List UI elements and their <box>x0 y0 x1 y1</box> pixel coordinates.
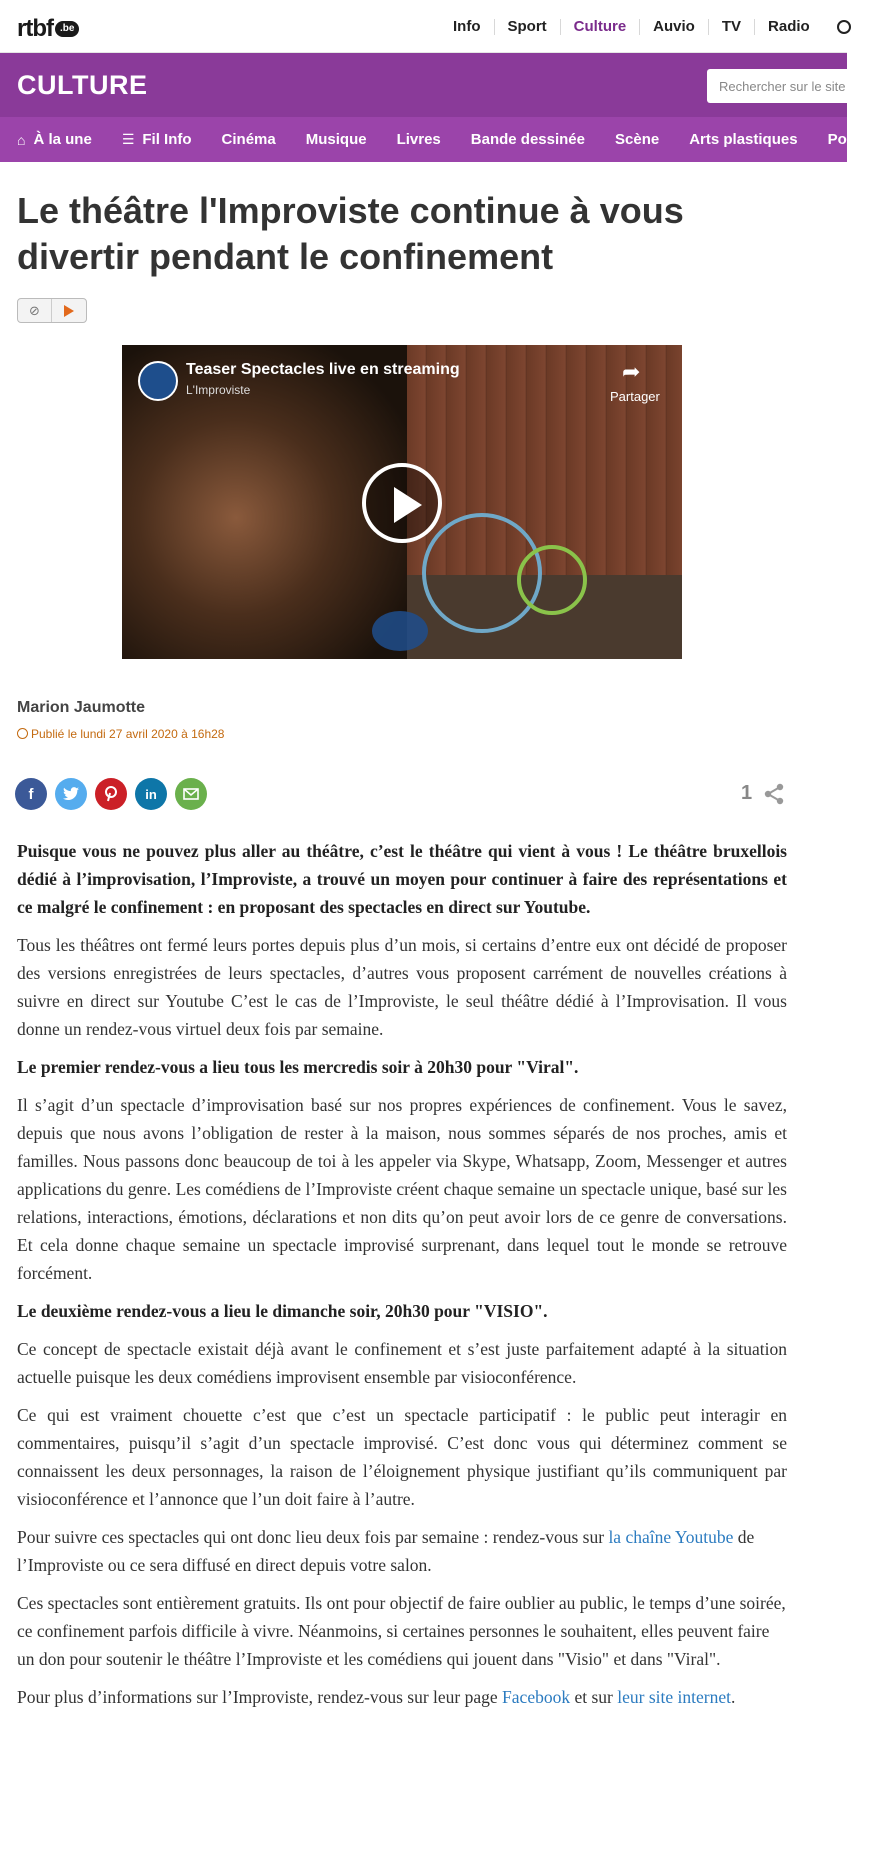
play-icon <box>52 305 86 317</box>
channel-logo[interactable] <box>138 361 178 401</box>
envelope-icon <box>183 788 199 800</box>
sectnav-label: Fil Info <box>142 131 192 148</box>
sectnav-pop-up[interactable]: Pop-up <box>827 131 880 148</box>
logo-text: rtbf <box>17 15 53 42</box>
topnav-radio[interactable]: Radio <box>754 19 823 35</box>
audio-description-toggle[interactable] <box>17 298 87 323</box>
paragraph-text: Pour plus d’informations sur l’Improviste, rendez-vous sur leur page <box>17 1687 503 1707</box>
article-title: Le théâtre l'Improviste continue à vous divertir pendant le confinement <box>17 190 684 277</box>
sectnav-label: À la une <box>33 131 92 148</box>
watermark-logo <box>372 611 428 651</box>
share-arrow-icon[interactable]: ➦ <box>622 359 641 384</box>
topnav-culture[interactable]: Culture <box>560 19 640 35</box>
list-icon: ☰ <box>121 131 135 147</box>
article-paragraph <box>17 1683 787 1711</box>
eye-slash-icon: ⊘ <box>18 299 52 322</box>
article-paragraph <box>17 1523 787 1579</box>
paragraph-text: . <box>730 1687 736 1707</box>
article-subheading: Le deuxième rendez-vous a lieu le dimanche soir, 20h30 pour "VISIO". <box>17 1301 548 1321</box>
play-button[interactable] <box>362 463 442 543</box>
topnav-auvio[interactable]: Auvio <box>639 19 708 35</box>
sectnav-scene[interactable]: Scène <box>615 131 660 148</box>
sectnav-arts-plastiques[interactable]: Arts plastiques <box>689 131 798 148</box>
article-paragraph: Il s’agit d’un spectacle d’improvisation basé sur nos propres expériences de confinement. Vous le savez, depuis que nous avons l’obligation de rester à la maison, nous sommes séparés de nos proches, amis et familles. Nous passons donc beaucoup de toi à les appeler via Skype, Whatsapp, Zoom, Messenger et autres applications du genre. Les comédiens de l’Improviste créent chaque semaine un spectacle unique, basé sur les relations, interactions, émotions, déclarations et non dits qu’on peut avoir lors de ce genre de conversations. Et cela donne chaque semaine un spectacle improvisé surprenant, dans lequel tout le monde se retrouve forcément. <box>17 1095 787 1283</box>
logo-badge: .be <box>55 21 79 37</box>
sectnav-cinema[interactable]: Cinéma <box>221 131 276 148</box>
author-name[interactable]: Marion Jaumotte <box>17 699 146 716</box>
article-paragraph: Ce concept de spectacle existait déjà avant le confinement et s’est juste parfaitement adapté à la situation actuelle puisque les deux comédiens improvisent ensemble par visioconférence. <box>17 1339 787 1387</box>
article-paragraph: Tous les théâtres ont fermé leurs portes depuis plus d’un mois, si certains d’entre eux ont décidé de proposer des versions enregistrées de leurs spectacles, d’autres vous proposent carrément de nouvelles créations à suivre en direct sur Youtube C’est le cas de l’Improviste, le seul théâtre dédié à l’Improvisation. Il vous donne un rendez-vous virtuel deux fois par semaine. <box>17 935 787 1039</box>
publish-date-text: Publié le lundi 27 avril 2020 à 16h28 <box>31 727 225 741</box>
sectnav-bande-dessinee[interactable]: Bande dessinée <box>470 131 585 148</box>
pinterest-share-button[interactable] <box>95 778 127 810</box>
paragraph-text: de l’Improviste ou ce sera diffusé en direct depuis votre salon. <box>17 1527 755 1575</box>
play-icon <box>394 487 422 523</box>
topnav-info[interactable]: Info <box>453 17 481 35</box>
top-bar <box>0 0 847 53</box>
share-count: 1 <box>741 782 753 804</box>
article-subheading: Le premier rendez-vous a lieu tous les mercredis soir à 20h30 pour "Viral". <box>17 1057 579 1077</box>
video-title[interactable]: Teaser Spectacles live en streaming <box>186 361 460 378</box>
video-share-label[interactable]: Partager <box>610 389 660 404</box>
twitter-icon <box>63 787 79 801</box>
email-share-button[interactable] <box>175 778 207 810</box>
publish-date <box>17 727 224 741</box>
article-paragraph: Ce qui est vraiment chouette c’est que c’est un spectacle participatif : le public peut interagir en commentaires, puisqu’il s’agit d’un spectacle improvisé. C’est donc vous qui déterminez comment se connaissent les deux personnages, la raison de l’éloignement physique justifiant qu’ils communiquent par visioconférence et l’annonce que l’un doit faire à l’autre. <box>17 1405 787 1509</box>
topnav-tv[interactable]: TV <box>708 19 754 35</box>
home-icon: ⌂ <box>17 131 26 148</box>
share-icon[interactable] <box>763 783 785 805</box>
social-share-bar <box>15 778 215 810</box>
bike-wheel <box>517 545 587 615</box>
section-title[interactable]: CULTURE <box>17 70 148 100</box>
twitter-share-button[interactable] <box>55 778 87 810</box>
video-player[interactable] <box>122 345 682 659</box>
section-nav <box>0 117 880 162</box>
paragraph-text: Pour suivre ces spectacles qui ont donc lieu deux fois par semaine : rendez-vous sur <box>17 1527 609 1547</box>
top-nav <box>440 0 823 53</box>
facebook-link[interactable]: Facebook <box>502 1687 571 1707</box>
gear-icon[interactable] <box>837 20 851 34</box>
sectnav-fil-info[interactable] <box>107 131 207 148</box>
sectnav-a-la-une[interactable] <box>0 131 107 148</box>
article-paragraph: Ces spectacles sont entièrement gratuits. Ils ont pour objectif de faire oublier au public, le temps d’une soirée, ce confinement parfois difficile à vivre. Néanmoins, si certaines personnes le souhaitent, elles peuvent faire un don pour soutenir le théâtre l’Improviste et les comédiens qui jouent dans "Visio" et dans "Viral". <box>17 1593 786 1669</box>
sectnav-livres[interactable]: Livres <box>396 131 441 148</box>
pinterest-icon <box>104 786 118 802</box>
rtbf-logo[interactable] <box>17 17 79 41</box>
culture-header <box>0 53 847 117</box>
clock-icon <box>17 728 28 739</box>
article-lead: Puisque vous ne pouvez plus aller au théâtre, c’est le théâtre qui vient à vous ! Le théâtre bruxellois dédié à l’improvisation, l’Improviste, a trouvé un moyen pour continuer à faire des représentations et ce malgré le confinement : en proposant des spectacles en direct sur Youtube. <box>17 841 787 917</box>
search-input[interactable] <box>707 69 857 103</box>
paragraph-text: et sur <box>570 1687 618 1707</box>
sectnav-musique[interactable]: Musique <box>305 131 367 148</box>
article-body <box>17 837 787 1721</box>
video-channel[interactable]: L'Improviste <box>186 383 251 397</box>
website-link[interactable]: leur site internet <box>617 1687 731 1707</box>
facebook-share-button[interactable]: f <box>15 778 47 810</box>
youtube-channel-link[interactable]: la chaîne Youtube <box>608 1527 734 1547</box>
topnav-sport[interactable]: Sport <box>494 19 560 35</box>
linkedin-share-button[interactable]: in <box>135 778 167 810</box>
